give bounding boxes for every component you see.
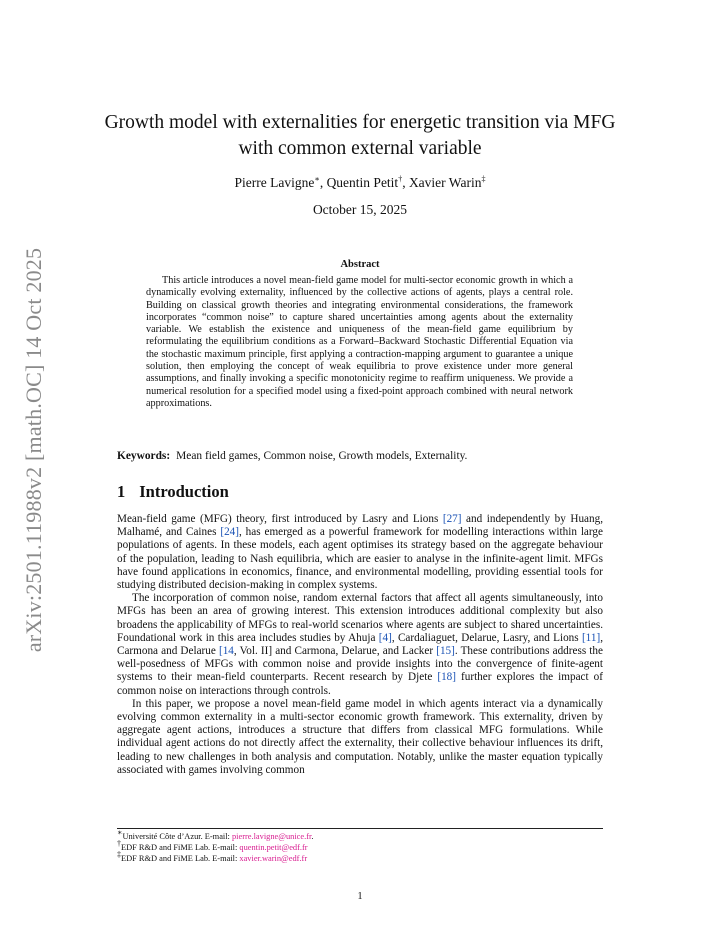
footnote-mark: ∗ [117, 828, 123, 838]
footnote-text: EDF R&D and FiME Lab. E-mail: [121, 854, 240, 863]
author-name: Pierre Lavigne [234, 175, 315, 190]
body-paragraph [117, 592, 603, 698]
arxiv-identifier: arXiv:2501.11988v2 [math.OC] 14 Oct 2025 [21, 247, 46, 653]
author-footnote-mark[interactable]: † [398, 174, 403, 184]
body-text-run: , Cardaliaguet, Delarue, Lasry, and Lions [391, 631, 582, 644]
citation-link[interactable]: [11] [581, 631, 601, 644]
footnote-text: EDF R&D and FiME Lab. E-mail: [121, 843, 240, 852]
body-text-run: , has emerged as a powerful framework for modelling interactions within large populations of agents. In these models, each agent optimises its strategy based on the aggregate behaviour of the population, leading to Nash equilibria, which are easier to analyse in the infinite-agent limit. MFGs have found applications in economics, finance, and environmental modelling, providing essential tools for studying distributed decision-making in complex systems. [117, 526, 603, 592]
citation-link[interactable]: [24] [220, 526, 239, 539]
section-title: Introduction [139, 482, 229, 501]
citation-link[interactable]: [18] [437, 671, 456, 684]
email-link[interactable]: xavier.warin@edf.fr [239, 854, 308, 863]
section-heading [117, 482, 229, 502]
page-number: 1 [357, 891, 363, 902]
body-text-run: In this paper, we propose a novel mean-field game model in which agents interact via a dynamically evolving common externality in a multi-sector economic growth framework. This externality, driven by aggregate agent actions, introduces a structure that differs from classical MFG formulations. While individual agent actions do not directly affect the externality, their collective behaviour influences its drift, leading to new challenges in both analysis and computation. Notably, unlike the master equation typically associated with games involving common [117, 697, 603, 776]
citation-link[interactable]: [27] [442, 513, 462, 525]
footnote [117, 828, 603, 842]
author-footnote-mark[interactable]: ∗ [314, 174, 320, 184]
body-text-run: . These contributions address the well-posedness of MFGs with common noise and provide insights into the convergence of finite-agent systems to their mean-field counterparts. Recent research by Djete [117, 645, 603, 684]
footnote-mark: † [117, 839, 121, 849]
email-link[interactable]: pierre.lavigne@unice.fr [231, 832, 312, 841]
keywords-text: Mean field games, Common noise, Growth models, Externality. [176, 450, 468, 462]
body-paragraph [117, 513, 603, 592]
body-text-run: and independently by Huang, Malhamé, and Caines [117, 513, 604, 539]
abstract-text: This article introduces a novel mean-field game model for multi-sector economic growth in which a dynamically evolving externality, influenced by the collective actions of agents, plays a central role. Building on classical growth theories and integrating environmental considerations, the framework incorporates “common noise” to capture shared uncertainties among agents about the externality variable. We establish the existence and uniqueness of the mean-field game equilibrium by reformulating the equilibrium conditions as a Forward–Backward Stochastic Differential Equation via the stochastic maximum principle, first applying a contraction-mapping argument to guarantee a unique solution, then employing the concept of weak equilibria to prove existence under more general assumptions, and finally invoking a specific monotonicity regime to reaffirm uniqueness. We provide a numerical resolution for a specified model using a fixed-point approach combined with neural network approximations. [146, 275, 573, 409]
section-number: 1 [117, 482, 126, 501]
abstract-heading: Abstract [340, 259, 380, 270]
author-list: Pierre Lavigne∗, Quentin Petit†, Xavier Warin‡ [234, 174, 486, 190]
body-text-run: , Carmona and Delarue [117, 631, 603, 658]
citation-link[interactable]: [4] [378, 631, 392, 644]
paper-date: October 15, 2025 [312, 202, 408, 217]
footnote-text: Université Côte d’Azur. E-mail: [122, 832, 232, 841]
paper-title: Growth model with externalities for energetic transition via MFG with common external variable [104, 112, 616, 159]
footnote [117, 839, 603, 853]
citation-link[interactable]: [14 [218, 645, 234, 658]
author-footnote-mark[interactable]: ‡ [481, 174, 486, 184]
keywords-line [117, 450, 603, 462]
citation-link[interactable]: [15] [436, 645, 455, 658]
email-link[interactable]: quentin.petit@edf.fr [239, 843, 308, 852]
body-text-run: The incorporation of common noise, random external factors that affect all agents simultaneously, into MFGs has been an area of growing interest. This extension introduces additional complexity but also broadens the applicability of MFGs to real-world scenarios where agents are subject to shared uncertainties. Foundational work in this area includes studies by Ahuja [117, 592, 603, 644]
body-paragraph [117, 698, 603, 777]
footnote-mark: ‡ [117, 850, 121, 860]
footnote [117, 850, 603, 864]
author-name: Xavier Warin [408, 175, 482, 190]
footnotes [117, 828, 603, 864]
keywords-label: Keywords: [117, 450, 171, 462]
footnote-end: . [311, 832, 314, 841]
author-name: Quentin Petit [326, 175, 399, 190]
body-text-run: , Vol. II] and Carmona, Delarue, and Lacker [233, 645, 437, 658]
body-text-run: further explores the impact of common noise on interactions through controls. [117, 671, 603, 697]
introduction-body [117, 513, 603, 777]
body-text-run: Mean-field game (MFG) theory, first introduced by Lasry and Lions [117, 513, 443, 525]
